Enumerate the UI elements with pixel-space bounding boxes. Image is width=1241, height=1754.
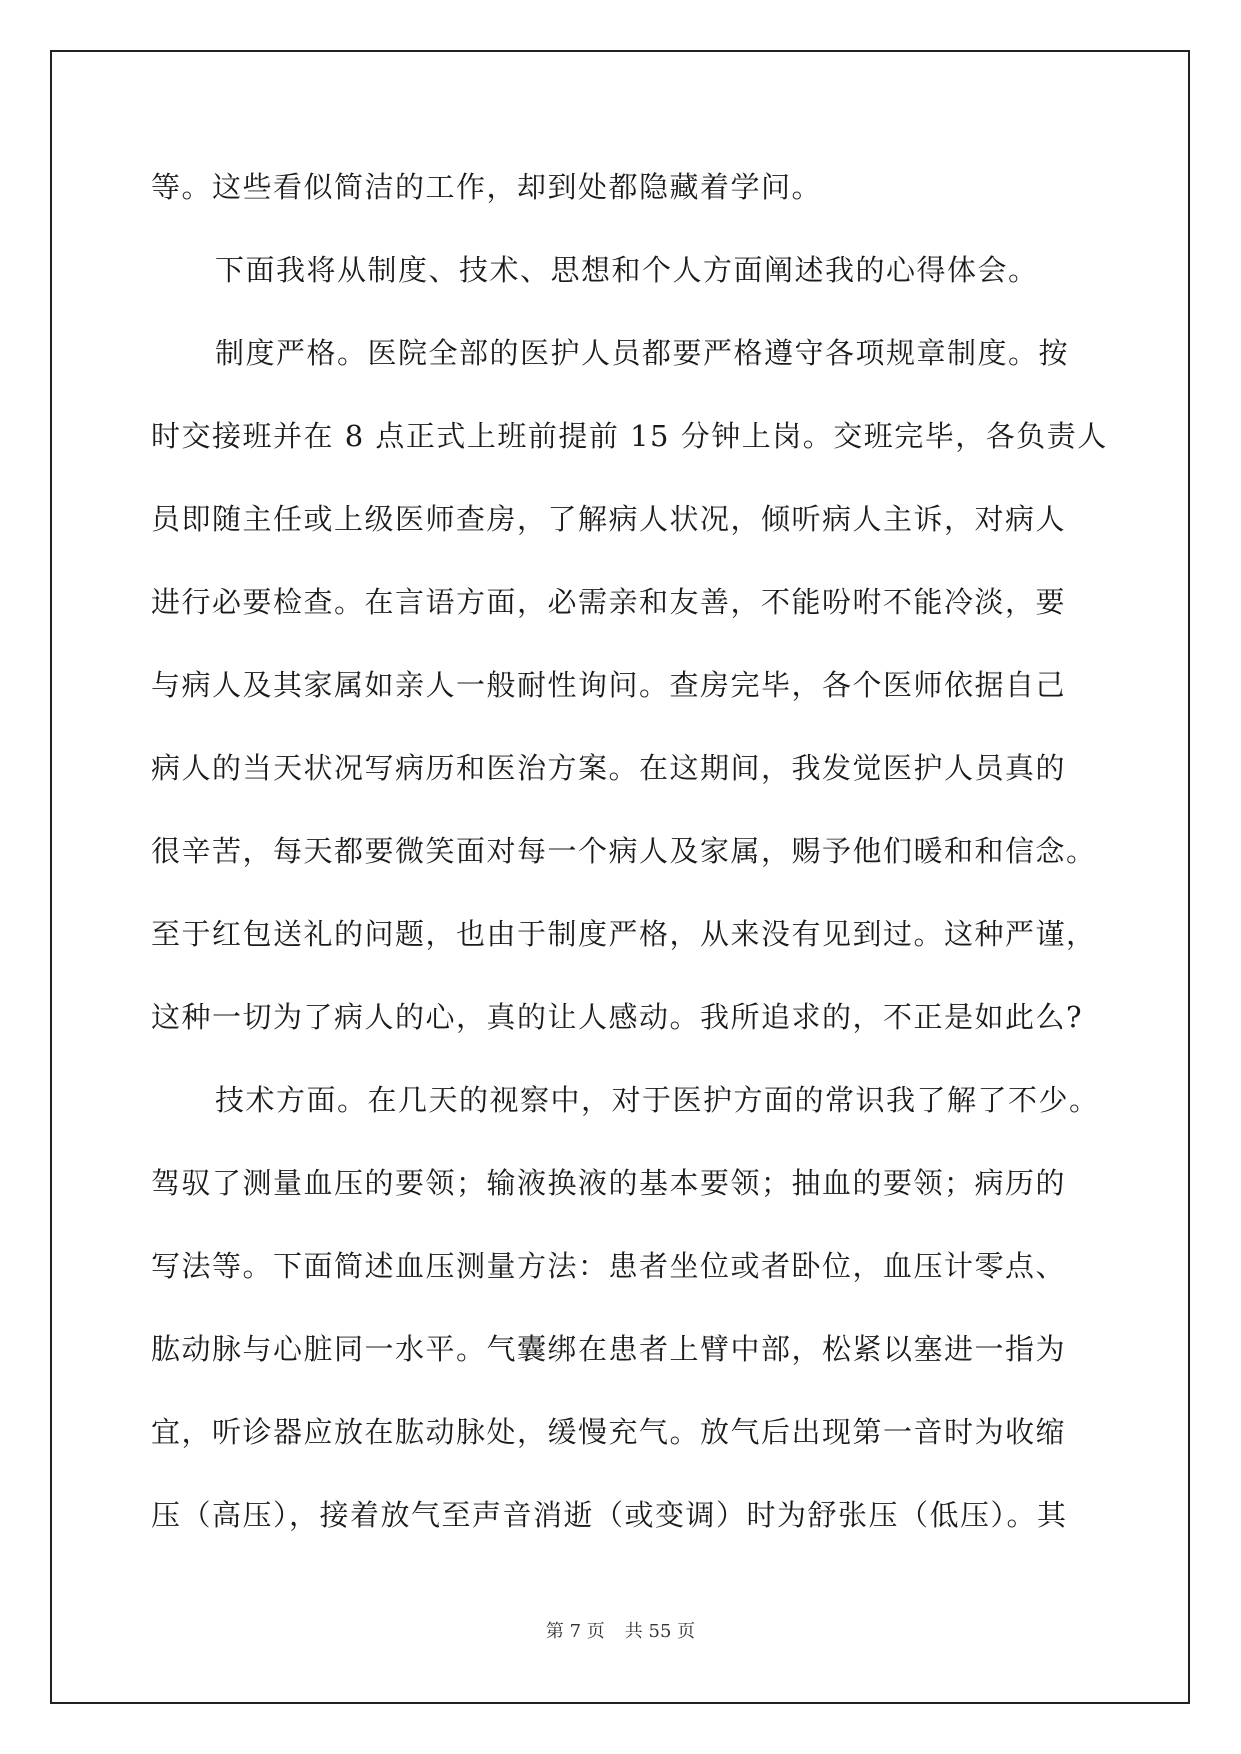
text-line: 等。这些看似简洁的工作，却到处都隐藏着学问。 — [151, 170, 823, 204]
text-line: 时交接班并在 8 点正式上班前提前 15 分钟上岗。交班完毕，各负责人 — [151, 419, 1108, 453]
text-line: 制度严格。医院全部的医护人员都要严格遵守各项规章制度。按 — [215, 336, 1070, 370]
text-line: 进行必要检查。在言语方面，必需亲和友善，不能吩咐不能冷淡，要 — [151, 585, 1067, 619]
text-line: 员即随主任或上级医师查房，了解病人状况，倾听病人主诉，对病人 — [151, 502, 1067, 536]
text-line: 技术方面。在几天的视察中，对于医护方面的常识我了解了不少。 — [215, 1083, 1100, 1117]
text-line: 写法等。下面简述血压测量方法：患者坐位或者卧位，血压计零点、 — [151, 1249, 1067, 1283]
text-line: 至于红包送礼的问题，也由于制度严格，从来没有见到过。这种严谨， — [151, 917, 1097, 951]
text-line: 病人的当天状况写病历和医治方案。在这期间，我发觉医护人员真的 — [151, 751, 1067, 785]
page-total: 共 55 页 — [624, 1621, 696, 1642]
text-line: 下面我将从制度、技术、思想和个人方面阐述我的心得体会。 — [215, 253, 1039, 287]
text-line: 压（高压），接着放气至声音消逝（或变调）时为舒张压（低压）。其 — [151, 1498, 1068, 1532]
text-line: 很辛苦，每天都要微笑面对每一个病人及家属，赐予他们暖和和信念。 — [151, 834, 1097, 868]
page-number: 第 7 页 — [545, 1621, 605, 1642]
document-body — [151, 162, 1108, 1573]
text-line: 宜，听诊器应放在肱动脉处，缓慢充气。放气后出现第一音时为收缩 — [151, 1415, 1067, 1449]
text-line: 肱动脉与心脏同一水平。气囊绑在患者上臂中部，松紧以塞进一指为 — [151, 1332, 1067, 1366]
text-line: 与病人及其家属如亲人一般耐性询问。查房完毕，各个医师依据自己 — [151, 668, 1067, 702]
text-line: 驾驭了测量血压的要领；输液换液的基本要领；抽血的要领；病历的 — [151, 1166, 1067, 1200]
text-line: 这种一切为了病人的心，真的让人感动。我所追求的，不正是如此么? — [151, 1000, 1084, 1034]
page-footer — [0, 1617, 1241, 1643]
